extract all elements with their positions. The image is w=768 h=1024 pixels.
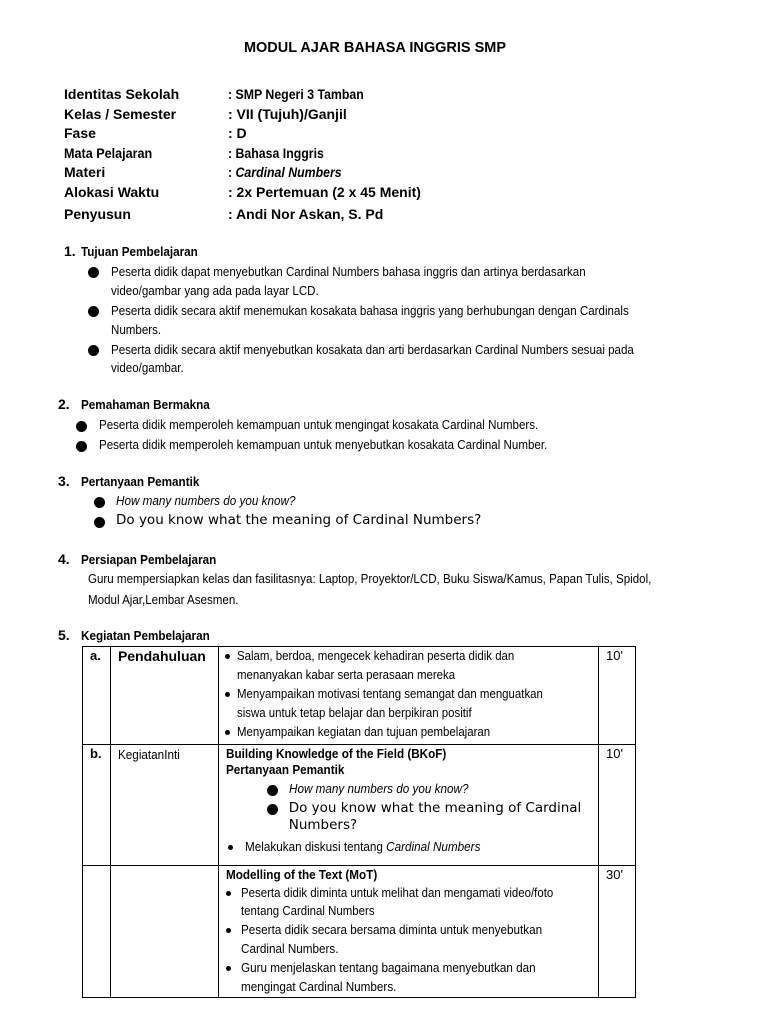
row-b-name: KegiatanInti — [117, 747, 180, 762]
row-a-name: Pendahuluan — [117, 648, 206, 664]
document-title: MODUL AJAR BAHASA INGGRIS SMP — [243, 40, 507, 56]
bullet-icon — [88, 267, 99, 278]
section-1-number: 1. — [64, 243, 76, 259]
bullet-icon — [94, 517, 105, 528]
table-cell — [110, 866, 218, 998]
bullet-icon — [225, 730, 230, 735]
row-b-heading-pemantik: Pertanyaan Pemantik — [225, 762, 345, 777]
s2-item-1: Peserta didik memperoleh kemampuan untuk mengingat kosakata Cardinal Numbers. — [99, 417, 539, 432]
row-a-time: 10' — [606, 648, 623, 663]
table-row — [83, 866, 636, 998]
row-c-item-3-line-1: Guru menjelaskan tentang bagaimana menyebutkan dan — [240, 960, 536, 975]
label-materi: Materi — [64, 164, 106, 180]
bullet-icon — [267, 785, 278, 796]
bullet-icon — [94, 497, 105, 508]
s2-item-2: Peserta didik memperoleh kemampuan untuk menyebutkan kosakata Cardinal Number. — [99, 437, 548, 452]
row-c-heading-mot: Modelling of the Text (MoT) — [225, 867, 377, 882]
s1-item-3-line-1: Peserta didik secara aktif menyebutkan kosakata dan arti berdasarkan Cardinal Numbers sesuai pada — [111, 342, 634, 357]
table-cell — [110, 745, 218, 866]
section-1-title: Tujuan Pembelajaran — [81, 244, 198, 259]
bullet-icon — [225, 692, 230, 697]
section-3-title: Pertanyaan Pemantik — [81, 474, 200, 489]
s1-item-1-line-2: video/gambar yang ada pada layar LCD. — [111, 283, 319, 298]
row-c-item-2-line-1: Peserta didik secara bersama diminta untuk menyebutkan — [240, 922, 542, 937]
s3-question-2: Do you know what the meaning of Cardinal Numbers? — [116, 512, 482, 528]
bullet-icon — [226, 966, 231, 971]
label-alokasi-waktu: Alokasi Waktu — [64, 184, 160, 200]
table-row — [83, 647, 636, 745]
value-mata-pelajaran: : Bahasa Inggris — [228, 145, 324, 161]
row-a-item-2-line-2: siswa untuk tetap belajar dan berpikiran positif — [236, 705, 472, 720]
value-kelas-semester: : VII (Tujuh)/Ganjil — [228, 106, 347, 122]
row-b-question-1: How many numbers do you know? — [288, 781, 469, 796]
s1-item-2-line-2: Numbers. — [111, 322, 162, 337]
s4-line-1: Guru mempersiapkan kelas dan fasilitasnya: Laptop, Proyektor/LCD, Buku Siswa/Kamus, Papan Tulis, Spidol, — [88, 571, 652, 586]
section-5-title: Kegiatan Pembelajaran — [81, 628, 210, 643]
s4-line-2: Modul Ajar,Lembar Asesmen. — [88, 592, 239, 607]
label-mata-pelajaran: Mata Pelajaran — [64, 145, 153, 161]
label-fase: Fase — [64, 125, 96, 141]
value-fase: : D — [228, 125, 247, 141]
table-row — [83, 745, 636, 866]
bullet-icon — [88, 345, 99, 356]
row-c-item-3-line-2: mengingat Cardinal Numbers. — [240, 979, 397, 994]
bullet-icon — [76, 441, 87, 452]
s1-item-3-line-2: video/gambar. — [111, 360, 184, 375]
bullet-icon — [267, 804, 278, 815]
table-cell — [218, 745, 598, 866]
bullet-icon — [88, 306, 99, 317]
table-cell — [83, 647, 111, 745]
value-identitas-sekolah: : SMP Negeri 3 Tamban — [228, 86, 364, 102]
label-kelas-semester: Kelas / Semester — [64, 106, 177, 122]
row-b-discussion: Melakukan diskusi tentang Cardinal Numbers — [244, 839, 481, 854]
section-4-number: 4. — [58, 551, 70, 567]
row-a-item-1-line-2: menanyakan kabar serta perasaan mereka — [236, 667, 455, 682]
s3-question-1: How many numbers do you know? — [116, 493, 296, 508]
row-b-question-2-line-1: Do you know what the meaning of Cardinal — [288, 800, 582, 816]
row-a-item-2-line-1: Menyampaikan motivasi tentang semangat dan menguatkan — [236, 686, 543, 701]
row-c-time: 30' — [606, 867, 623, 882]
table-cell — [110, 647, 218, 745]
kegiatan-table — [82, 646, 636, 998]
section-2-title: Pemahaman Bermakna — [81, 397, 210, 412]
section-3-number: 3. — [58, 473, 70, 489]
value-materi: : Cardinal Numbers — [228, 164, 342, 180]
section-4-title: Persiapan Pembelajaran — [81, 552, 217, 567]
row-b-time: 10' — [606, 746, 623, 761]
row-c-item-1-line-1: Peserta didik diminta untuk melihat dan mengamati video/foto — [240, 885, 553, 900]
bullet-icon — [226, 928, 231, 933]
table-cell — [599, 647, 636, 745]
bullet-icon — [226, 891, 231, 896]
row-a-letter: a. — [90, 648, 101, 663]
bullet-icon — [225, 654, 230, 659]
row-b-question-2-line-2: Numbers? — [288, 817, 358, 833]
label-identitas-sekolah: Identitas Sekolah — [64, 86, 180, 102]
table-cell — [83, 866, 111, 998]
section-5-number: 5. — [58, 627, 70, 643]
table-cell — [599, 866, 636, 998]
s1-item-2-line-1: Peserta didik secara aktif menemukan kosakata bahasa inggris yang berhubungan dengan Cardinals — [111, 303, 629, 318]
bullet-icon — [228, 845, 233, 850]
s1-item-1-line-1: Peserta didik dapat menyebutkan Cardinal Numbers bahasa inggris dan artinya berdasarkan — [111, 264, 586, 279]
table-cell — [218, 866, 598, 998]
row-b-heading-bkof: Building Knowledge of the Field (BKoF) — [225, 746, 447, 761]
table-cell — [599, 745, 636, 866]
table-cell — [218, 647, 598, 745]
bullet-icon — [76, 421, 87, 432]
value-penyusun: : Andi Nor Askan, S. Pd — [228, 206, 384, 222]
section-2-number: 2. — [58, 396, 70, 412]
row-c-item-1-line-2: tentang Cardinal Numbers — [240, 903, 375, 918]
table-cell — [83, 745, 111, 866]
row-c-item-2-line-2: Cardinal Numbers. — [240, 941, 339, 956]
row-b-letter: b. — [90, 746, 102, 761]
label-penyusun: Penyusun — [64, 206, 131, 222]
row-a-item-3: Menyampaikan kegiatan dan tujuan pembelajaran — [236, 724, 490, 739]
value-alokasi-waktu: : 2x Pertemuan (2 x 45 Menit) — [228, 184, 421, 200]
row-a-item-1-line-1: Salam, berdoa, mengecek kehadiran peserta didik dan — [236, 648, 515, 663]
